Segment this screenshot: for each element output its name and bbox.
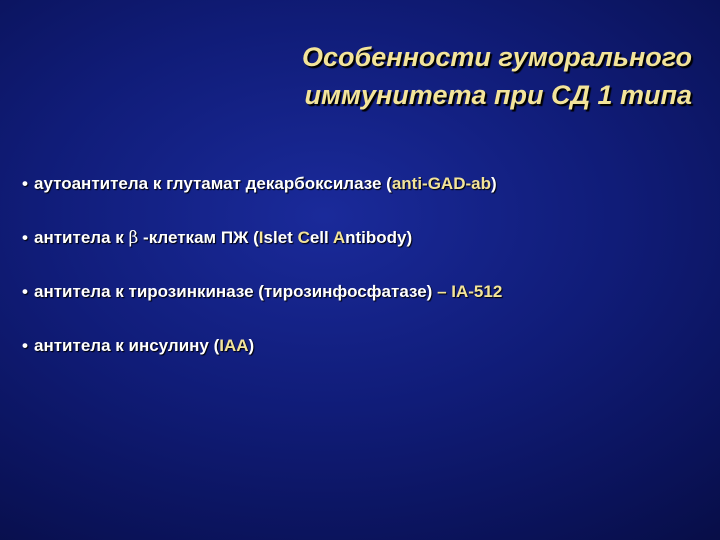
bullet-text: )	[248, 336, 255, 355]
bullet-dot-icon: •	[22, 228, 28, 247]
bullet-text: антитела к тирозинкиназе (тирозинфосфатазе)	[34, 282, 438, 301]
title-line-2: иммунитета при СД 1 типа	[304, 80, 692, 110]
bullet-list	[22, 170, 712, 386]
bullet-text: антитела к	[34, 228, 129, 247]
bullet-highlight: anti-GAD-ab	[391, 174, 491, 193]
bullet-highlight: A	[332, 228, 346, 247]
bullet-text: антитела к инсулину (	[34, 336, 220, 355]
bullet-iaa	[22, 332, 712, 360]
bullet-text: ntibody)	[345, 228, 413, 247]
bullet-dot-icon: •	[22, 174, 28, 193]
bullet-highlight: IAA	[219, 336, 249, 355]
bullet-highlight: – IA-512	[437, 282, 503, 301]
slide-title	[132, 38, 692, 114]
bullet-highlight: I	[258, 228, 264, 247]
bullet-islet-cell	[22, 224, 712, 252]
beta-symbol: β	[128, 228, 139, 248]
bullet-text: slet	[263, 228, 298, 247]
bullet-text: -клеткам ПЖ (	[138, 228, 259, 247]
bullet-text: )	[491, 174, 497, 193]
bullet-anti-gad	[22, 170, 712, 198]
bullet-text: ell	[309, 228, 333, 247]
bullet-text: аутоантитела к глутамат декарбоксилазе (	[34, 174, 392, 193]
bullet-dot-icon: •	[22, 336, 28, 355]
title-line-1: Особенности гуморального	[302, 42, 692, 72]
bullet-ia-512	[22, 278, 712, 306]
bullet-dot-icon: •	[22, 282, 28, 301]
bullet-highlight: C	[297, 228, 310, 247]
